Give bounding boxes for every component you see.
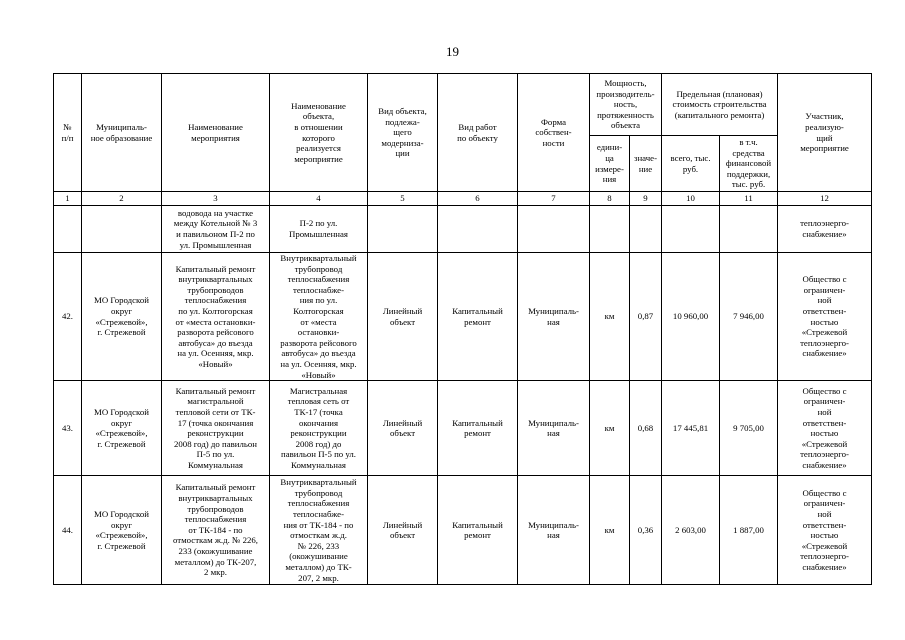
column-number: 8	[590, 192, 630, 206]
continuation-row	[54, 206, 872, 253]
continuation-participant: теплоэнерго- снабжение»	[778, 206, 872, 253]
column-number: 6	[438, 192, 518, 206]
column-number-row	[54, 192, 872, 206]
column-number: 5	[368, 192, 438, 206]
header-ownership: Форма собствен- ности	[518, 74, 590, 192]
header-object: Наименование объекта, в отношении которого реализуется мероприятие	[270, 74, 368, 192]
row-participant: Общество с ограничен- ной ответствен- ностью «Стрежевой теплоэнерго- снабжение»	[778, 381, 872, 476]
row-work-type: Капитальный ремонт	[438, 381, 518, 476]
row-value: 0,87	[630, 253, 662, 381]
row-object: Внутриквартальный трубопровод теплоснабжения теплоснабже- ния по ул. Колтогорская от «места остановки- разворота рейсового автобуса» до въезда на ул. Осенняя, мкр. «Новый»	[270, 253, 368, 381]
column-number: 3	[162, 192, 270, 206]
row-support: 7 946,00	[720, 253, 778, 381]
row-value: 0,36	[630, 476, 662, 585]
empty-cell	[720, 206, 778, 253]
header-participant: Участник, реализую- щий мероприятие	[778, 74, 872, 192]
row-municipality: МО Городской округ «Стрежевой», г. Стрежевой	[82, 476, 162, 585]
column-number: 12	[778, 192, 872, 206]
column-number: 4	[270, 192, 368, 206]
row-object-type: Линейный объект	[368, 381, 438, 476]
row-ownership: Муниципаль- ная	[518, 476, 590, 585]
column-number: 9	[630, 192, 662, 206]
header-row-top	[54, 74, 872, 136]
row-object-type: Линейный объект	[368, 476, 438, 585]
row-total: 17 445,81	[662, 381, 720, 476]
empty-cell	[590, 206, 630, 253]
row-work-type: Капитальный ремонт	[438, 476, 518, 585]
investment-program-table	[53, 73, 872, 585]
continuation-measure: водовода на участке между Котельной № 3 и павильоном П-2 по ул. Промышленная	[162, 206, 270, 253]
empty-cell	[662, 206, 720, 253]
row-num: 42.	[54, 253, 82, 381]
row-unit: км	[590, 381, 630, 476]
empty-cell	[82, 206, 162, 253]
empty-cell	[630, 206, 662, 253]
header-object-type: Вид объекта, подлежа- щего модерниза- ции	[368, 74, 438, 192]
row-unit: км	[590, 476, 630, 585]
column-number: 10	[662, 192, 720, 206]
row-object: Магистральная тепловая сеть от ТК-17 (точка окончания реконструкции 2008 год) до павильон П-5 по ул. Коммунальная	[270, 381, 368, 476]
row-measure: Капитальный ремонт магистральной тепловой сети от ТК- 17 (точка окончания реконструкции 2008 год) до павильон П-5 по ул. Коммунальная	[162, 381, 270, 476]
row-num: 43.	[54, 381, 82, 476]
column-number: 11	[720, 192, 778, 206]
row-num: 44.	[54, 476, 82, 585]
row-ownership: Муниципаль- ная	[518, 381, 590, 476]
row-support: 9 705,00	[720, 381, 778, 476]
row-object-type: Линейный объект	[368, 253, 438, 381]
column-number: 1	[54, 192, 82, 206]
header-num: № п/п	[54, 74, 82, 192]
table-row	[54, 476, 872, 585]
empty-cell	[368, 206, 438, 253]
row-municipality: МО Городской округ «Стрежевой», г. Стрежевой	[82, 381, 162, 476]
row-ownership: Муниципаль- ная	[518, 253, 590, 381]
page-number: 19	[446, 44, 459, 59]
row-unit: км	[590, 253, 630, 381]
empty-cell	[54, 206, 82, 253]
row-total: 10 960,00	[662, 253, 720, 381]
empty-cell	[438, 206, 518, 253]
header-support: в т.ч. средства финансовой поддержки, тыс. руб.	[720, 136, 778, 192]
header-measure: Наименование мероприятия	[162, 74, 270, 192]
row-support: 1 887,00	[720, 476, 778, 585]
header-cost: Предельная (плановая) стоимость строительства (капитального ремонта)	[662, 74, 778, 136]
row-participant: Общество с ограничен- ной ответствен- ностью «Стрежевой теплоэнерго- снабжение»	[778, 476, 872, 585]
header-unit: едини- ца измере- ния	[590, 136, 630, 192]
row-value: 0,68	[630, 381, 662, 476]
row-municipality: МО Городской округ «Стрежевой», г. Стрежевой	[82, 253, 162, 381]
header-work-type: Вид работ по объекту	[438, 74, 518, 192]
header-total: всего, тыс. руб.	[662, 136, 720, 192]
row-work-type: Капитальный ремонт	[438, 253, 518, 381]
row-measure: Капитальный ремонт внутриквартальных трубопроводов теплоснабжения по ул. Колтогорская от «места остановки- разворота рейсового автобуса» до въезда на ул. Осенняя, мкр. «Новый»	[162, 253, 270, 381]
row-measure: Капитальный ремонт внутриквартальных трубопроводов теплоснабжения от ТК-184 - по отмосткам ж.д. № 226, 233 (окожушивание металлом) до ТК-207, 2 мкр.	[162, 476, 270, 585]
row-total: 2 603,00	[662, 476, 720, 585]
row-participant: Общество с ограничен- ной ответствен- ностью «Стрежевой теплоэнерго- снабжение»	[778, 253, 872, 381]
table-row	[54, 253, 872, 381]
column-number: 7	[518, 192, 590, 206]
column-number: 2	[82, 192, 162, 206]
header-municipality: Муниципаль- ное образование	[82, 74, 162, 192]
row-object: Внутриквартальный трубопровод теплоснабжения теплоснабже- ния от ТК-184 - по отмосткам ж.д. № 226, 233 (окожушивание металлом) до ТК- 207, 2 мкр.	[270, 476, 368, 585]
continuation-object: П-2 по ул. Промышленная	[270, 206, 368, 253]
empty-cell	[518, 206, 590, 253]
header-value: значе- ние	[630, 136, 662, 192]
table-row	[54, 381, 872, 476]
header-capacity: Мощность, производитель- ность, протяженность объекта	[590, 74, 662, 136]
